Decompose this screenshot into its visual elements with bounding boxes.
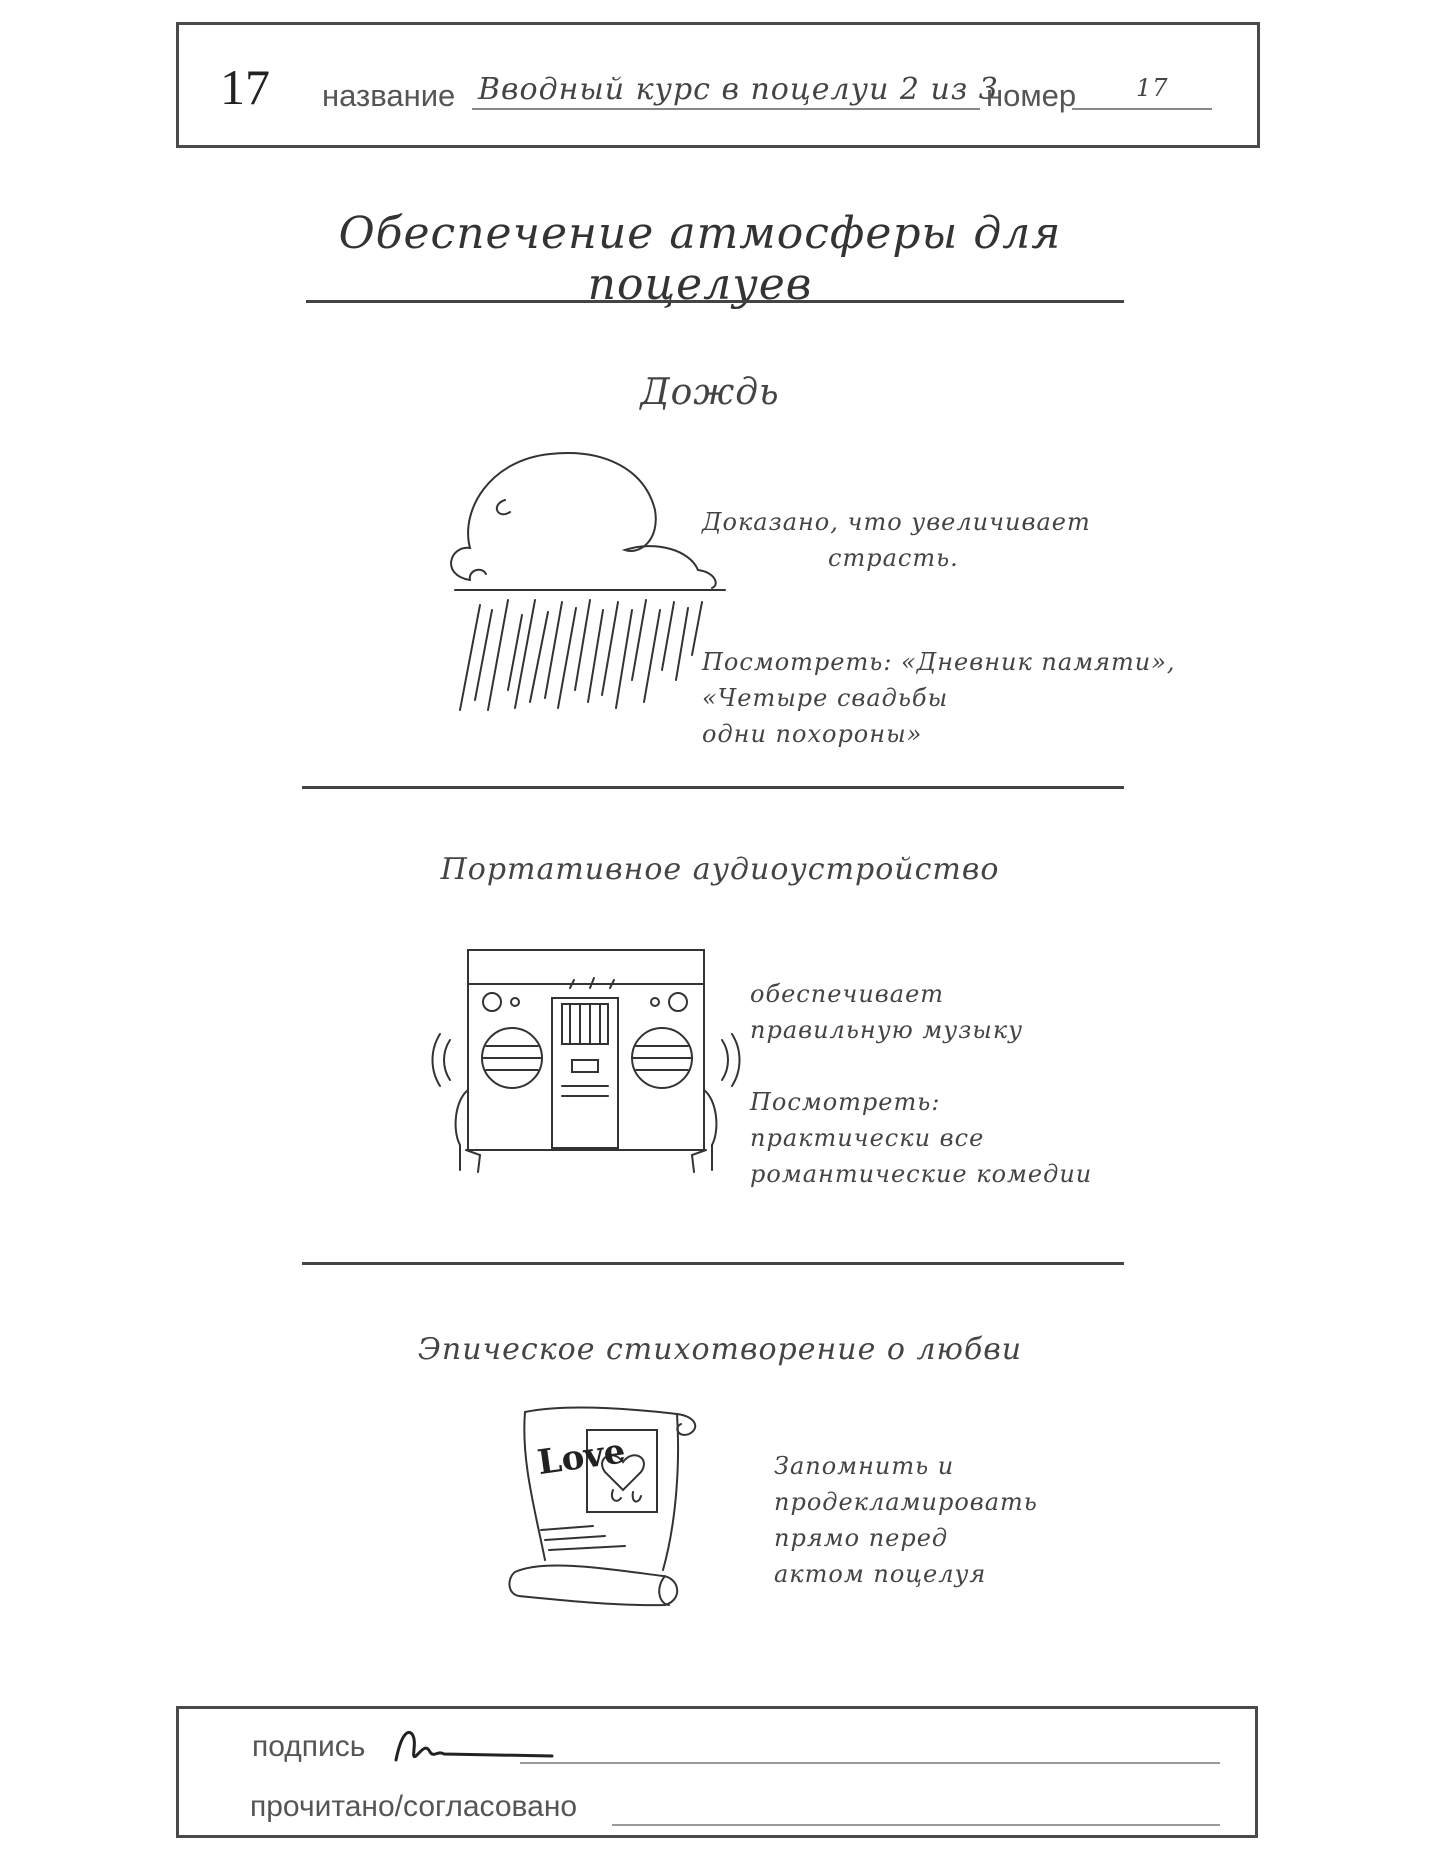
divider-3: [302, 1262, 1124, 1265]
poem-note-4: актом поцелуя: [774, 1560, 987, 1588]
divider-2: [302, 786, 1124, 789]
boombox-note-watch-2: практически все: [750, 1124, 985, 1152]
rain-note-watch-2: «Четыре свадьбы: [702, 684, 949, 712]
main-heading: Обеспечение атмосферы для поцелуев: [338, 208, 1062, 310]
love-word: Love: [535, 1431, 628, 1484]
poem-note-2: продекламировать: [774, 1488, 1038, 1516]
rain-note-passion-2: страсть.: [828, 544, 959, 572]
approved-line: [612, 1824, 1220, 1826]
section-heading-poem: Эпическое стихотворение о любви: [417, 1332, 1023, 1367]
rain-note-watch: Посмотреть: «Дневник памяти»,: [702, 648, 1176, 676]
number-value: 17: [1136, 74, 1169, 102]
signature-line: [520, 1762, 1220, 1764]
rain-note-passion: Доказано, что увеличивает: [702, 508, 1091, 536]
boombox-note-music: обеспечивает: [750, 980, 945, 1008]
boombox-note-music-2: правильную музыку: [750, 1016, 1024, 1044]
divider-1: [306, 300, 1124, 303]
number-underline: [1072, 108, 1212, 110]
section-heading-boombox: Портативное аудиоустройство: [440, 852, 1000, 887]
poem-note-1: Запомнить и: [774, 1452, 955, 1480]
love-scroll-icon: [505, 1400, 735, 1630]
title-label: название: [322, 78, 456, 113]
boombox-icon: [430, 940, 740, 1180]
section-heading-rain: Дождь: [640, 372, 780, 413]
title-underline: [472, 108, 980, 110]
signature-label: подпись: [252, 1730, 366, 1763]
rain-cloud-icon: [430, 440, 740, 720]
approved-label: прочитано/согласовано: [250, 1790, 578, 1823]
boombox-note-watch: Посмотреть:: [750, 1088, 941, 1116]
poem-note-3: прямо перед: [774, 1524, 949, 1552]
page-number: 17: [220, 59, 270, 115]
rain-note-watch-3: одни похороны»: [702, 720, 923, 748]
boombox-note-watch-3: романтические комедии: [750, 1160, 1093, 1188]
title-value: Вводный курс в поцелуи 2 из 3: [478, 72, 999, 107]
number-label: номер: [986, 78, 1077, 113]
